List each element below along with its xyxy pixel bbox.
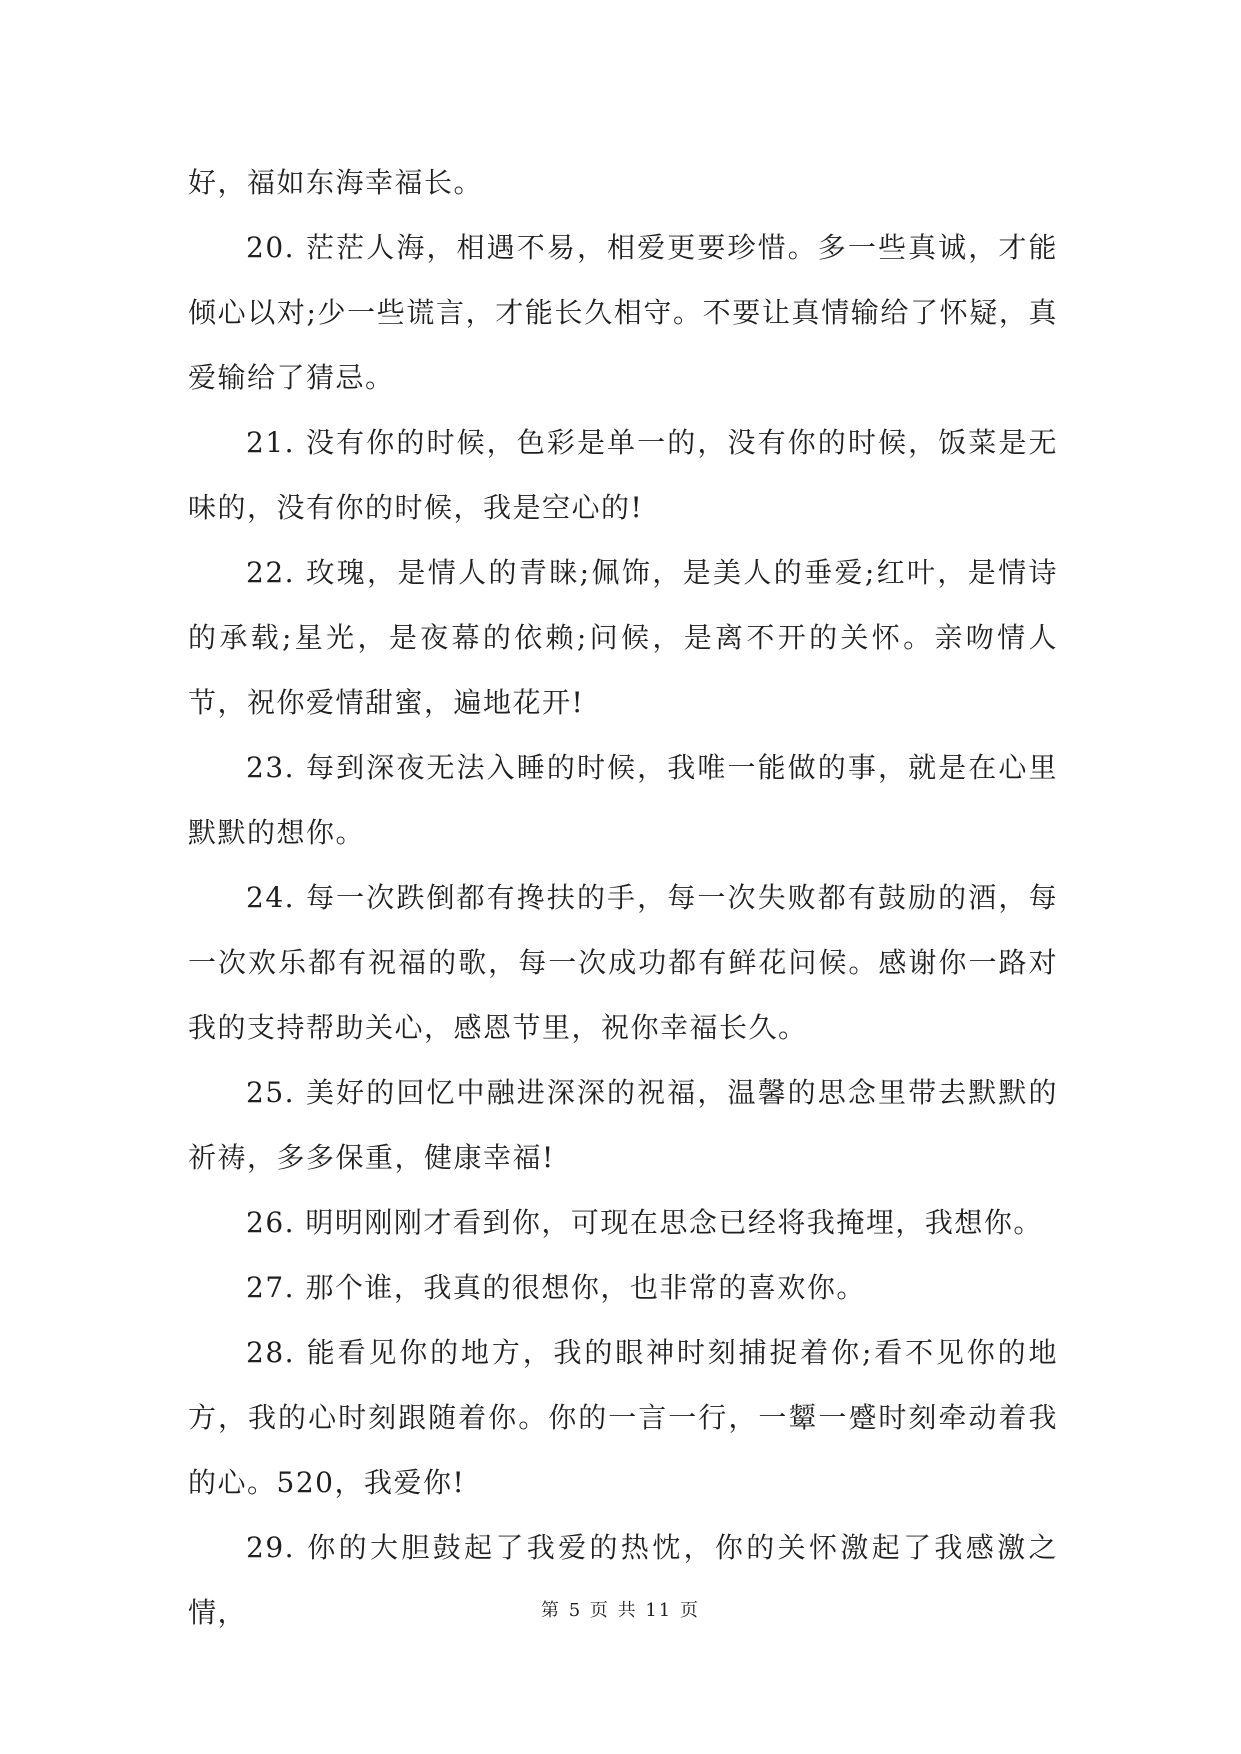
paragraph-item-27: 27. 那个谁，我真的很想你，也非常的喜欢你。 bbox=[246, 1271, 866, 1304]
paragraph-item-22: 22. 玫瑰，是情人的青睐;佩饰，是美人的垂爱;红叶，是情诗的承载;星光，是夜幕的依赖;问候，是离不开的关怀。亲吻情人节，祝你爱情甜蜜，遍地花开! bbox=[188, 556, 1058, 719]
paragraph-item-29: 29. 你的大胆鼓起了我爱的热忱，你的关怀激起了我感激之情， bbox=[188, 1531, 1058, 1629]
document-body bbox=[188, 150, 1058, 1645]
paragraph-continuation: 好，福如东海幸福长。 bbox=[188, 166, 484, 199]
paragraph-item-20: 20. 茫茫人海，相遇不易，相爱更要珍惜。多一些真诚，才能倾心以对;少一些谎言，才能长久相守。不要让真情输给了怀疑，真爱输给了猜忌。 bbox=[188, 231, 1058, 394]
paragraph-item-25: 25. 美好的回忆中融进深深的祝福，温馨的思念里带去默默的祈祷，多多保重，健康幸福! bbox=[188, 1076, 1058, 1174]
paragraph-item-28: 28. 能看见你的地方，我的眼神时刻捕捉着你;看不见你的地方，我的心时刻跟随着你。你的一言一行，一颦一蹙时刻牵动着我的心。520，我爱你! bbox=[188, 1336, 1058, 1499]
paragraph-item-24: 24. 每一次跌倒都有搀扶的手，每一次失败都有鼓励的酒，每一次欢乐都有祝福的歌，每一次成功都有鲜花问候。感谢你一路对我的支持帮助关心，感恩节里，祝你幸福长久。 bbox=[188, 881, 1058, 1044]
page-footer: 第 5 页 共 11 页 bbox=[541, 1600, 700, 1621]
paragraph-item-26: 26. 明明刚刚才看到你，可现在思念已经将我掩埋，我想你。 bbox=[246, 1206, 1043, 1239]
paragraph-item-21: 21. 没有你的时候，色彩是单一的，没有你的时候，饭菜是无味的，没有你的时候，我是空心的! bbox=[188, 426, 1058, 524]
paragraph-item-23: 23. 每到深夜无法入睡的时候，我唯一能做的事，就是在心里默默的想你。 bbox=[188, 751, 1058, 849]
